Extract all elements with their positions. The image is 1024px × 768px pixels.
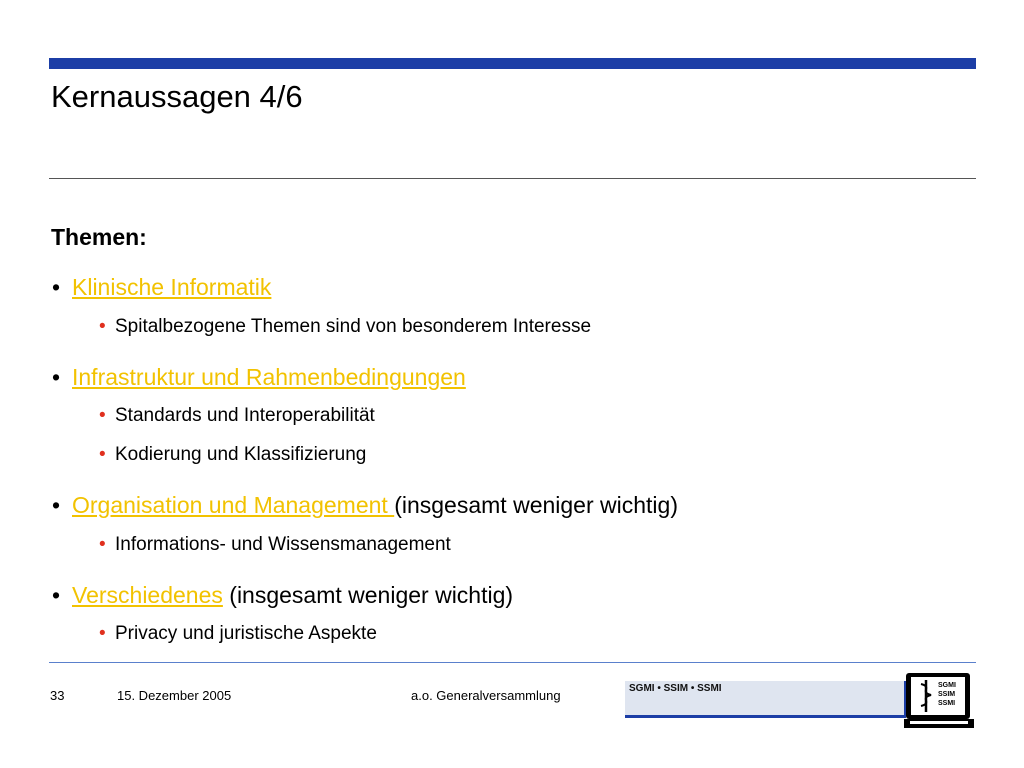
slide-title: Kernaussagen 4/6 bbox=[51, 79, 303, 114]
footer-divider bbox=[49, 662, 976, 663]
topic-link[interactable]: Infrastruktur und Rahmenbedingungen bbox=[72, 364, 466, 390]
bullet-item bbox=[52, 272, 271, 302]
sub-bullet-text: Spitalbezogene Themen sind von besonderem Interesse bbox=[115, 316, 592, 337]
sub-bullet-item bbox=[99, 314, 591, 340]
bullet-marker: • bbox=[52, 274, 61, 300]
bullet-marker: • bbox=[52, 582, 61, 608]
top-accent-bar bbox=[49, 58, 976, 69]
page-number: 33 bbox=[50, 688, 65, 703]
sub-bullet-marker: • bbox=[99, 534, 106, 555]
bullet-item bbox=[52, 362, 466, 392]
sub-bullet-item bbox=[99, 532, 451, 558]
bullet-item bbox=[52, 580, 513, 610]
sub-bullet-marker: • bbox=[99, 444, 106, 465]
sub-bullet-marker: • bbox=[99, 316, 106, 337]
sub-bullet-marker: • bbox=[99, 405, 106, 426]
sub-bullet-item bbox=[99, 403, 375, 429]
sub-bullet-item bbox=[99, 442, 366, 468]
sub-bullet-text: Kodierung und Klassifizierung bbox=[115, 444, 367, 465]
logo-label: SGMI • SSIM • SSMI bbox=[629, 683, 722, 694]
topic-link[interactable]: Organisation und Management bbox=[72, 492, 395, 518]
topic-link[interactable]: Verschiedenes bbox=[72, 582, 223, 608]
topic-note: (insgesamt weniger wichtig) bbox=[394, 492, 678, 518]
topic-note: (insgesamt weniger wichtig) bbox=[222, 582, 514, 608]
bullet-item bbox=[52, 490, 678, 520]
sub-bullet-text: Privacy und juristische Aspekte bbox=[115, 623, 377, 644]
logo-text: SGMI SSIM SSMI bbox=[938, 682, 956, 707]
footer-date: 15. Dezember 2005 bbox=[117, 688, 232, 703]
footer-event: a.o. Generalversammlung bbox=[411, 688, 561, 703]
bullet-marker: • bbox=[52, 492, 61, 518]
topic-link[interactable]: Klinische Informatik bbox=[72, 274, 272, 300]
title-divider bbox=[49, 178, 976, 179]
sub-bullet-text: Standards und Interoperabilität bbox=[115, 405, 375, 426]
sub-bullet-marker: • bbox=[99, 623, 106, 644]
sub-bullet-text: Informations- und Wissensmanagement bbox=[115, 534, 451, 555]
sub-bullet-item bbox=[99, 621, 377, 647]
bullet-marker: • bbox=[52, 364, 61, 390]
section-heading: Themen: bbox=[51, 224, 147, 250]
